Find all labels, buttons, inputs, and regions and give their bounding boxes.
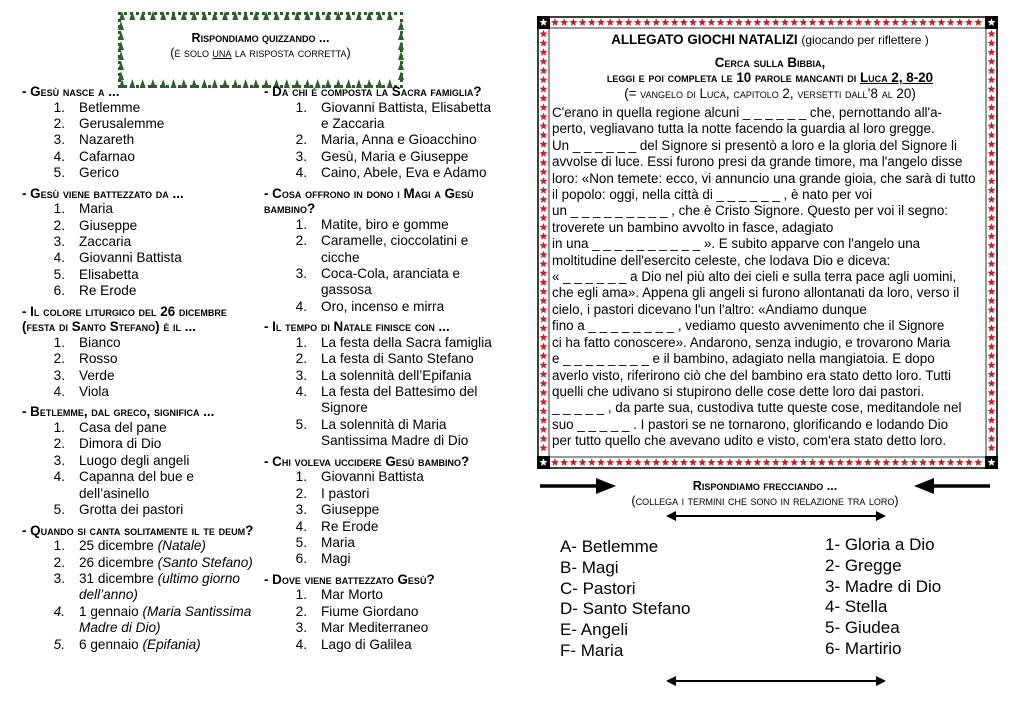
gospel-reference-line: (= vangelo di Luca, capitolo 2, versetti dall’8 al 20) (624, 85, 916, 101)
answer-text-main: Mar Mediterraneo (321, 620, 429, 636)
answer-text-main: Cafarnao (79, 148, 135, 164)
answer-number: 3. (295, 367, 307, 383)
answer-text-main: La solennità dell’Epifania (321, 367, 472, 383)
answer-number: 4. (295, 384, 307, 400)
answer-text-main: Giuseppe (79, 217, 138, 233)
answer-number: 2. (53, 351, 65, 367)
answer-number: 3. (53, 452, 65, 468)
double-arrow-top-icon (666, 511, 886, 521)
answer-text-main: Fiume Giordano (321, 603, 419, 619)
answer-number: 3. (53, 234, 65, 250)
quiz-subtitle-pre: (è solo (170, 46, 213, 60)
matching-item-right[interactable]: 4- Stella (825, 597, 888, 617)
matching-item-right[interactable]: 6- Martirio (825, 638, 902, 658)
answer-number: 4. (295, 636, 307, 652)
answer-text-note: (Epifania) (142, 636, 201, 652)
answer-number: 5. (53, 165, 65, 181)
answer-text-main: Maria (321, 534, 355, 550)
answer-text-main: Giovanni Battista (79, 250, 182, 266)
answer-number: 3. (295, 502, 307, 518)
answer-text-main: La solennità di Maria Santissima Madre di Dio (321, 416, 469, 449)
matching-item-left[interactable]: B- Magi (560, 557, 619, 577)
question-title: - Il tempo di Natale finisce con ... (264, 319, 450, 335)
answer-number: 1. (295, 334, 307, 350)
answer-text-main: La festa di Santo Stefano (321, 351, 474, 367)
answer-number: 2. (295, 132, 307, 148)
answer-text-main: Grotta dei pastori (79, 502, 184, 518)
answer-text-main: La festa del Battesimo del Signore (321, 384, 478, 416)
answer-text-main: Maria, Anna e Gioacchino (321, 132, 477, 148)
answer-number: 4. (295, 518, 307, 534)
matching-left-list (560, 537, 690, 662)
answer-text-main: Oro, incenso e mirra (321, 298, 445, 314)
answer-text-main: Giovanni Battista (321, 469, 424, 485)
answer-number: 2. (53, 436, 65, 452)
answer-number: 4. (295, 165, 307, 181)
question-title: - Quando si canta solitamente il te deum? (22, 522, 254, 538)
matching-item-left[interactable]: C- Pastori (560, 578, 636, 598)
answer-text-main: 26 dicembre (79, 554, 158, 570)
gospel-line: cielo, i pastori dicevano l'un l'altro: «Andiamo dunque (552, 301, 867, 317)
answer-number: 2. (53, 116, 65, 131)
answer-text-main: 1 gennaio (79, 603, 143, 619)
answer-number: 3. (53, 367, 65, 383)
question-title: - Betlemme, dal greco, significa ... (22, 404, 215, 420)
matching-right-list (825, 535, 941, 660)
answer-text-main: Giuseppe (321, 502, 380, 518)
answer-text-main: Gerusalemme (79, 116, 165, 131)
answer-text-note: (Santo Stefano) (157, 554, 253, 570)
gospel-line: avvolse di luce. Essi furono presi da grande timore, ma l'angelo disse (552, 154, 963, 170)
answer-number: 3. (53, 132, 65, 148)
answer-text-main: Casa del pane (79, 420, 167, 436)
gospel-line: suo _ _ _ _ _ . I pastori se ne tornarono, glorificando e lodando Dio (552, 416, 949, 432)
answer-number: 4. (53, 469, 65, 485)
quiz-subtitle-underlined: una (212, 46, 232, 60)
gospel-line: _ _ _ _ _ , da parte sua, custodiva tutte queste cose, meditandole nel (552, 400, 962, 416)
gospel-line: per tutto quello che avevano udito e visto, com'era stato detto loro. (552, 433, 947, 449)
answer-number: 4. (53, 384, 65, 400)
gospel-line: in una _ _ _ _ _ _ _ _ _ _ ». E subito apparve con l'angelo una (552, 236, 921, 252)
answer-number: 1. (53, 99, 65, 115)
matching-item-right[interactable]: 1- Gloria a Dio (825, 535, 935, 554)
gospel-title-note: (giocando per riflettere ) (801, 33, 929, 47)
gospel-title-text: ALLEGATO GIOCHI NATALIZI (611, 32, 798, 47)
answer-number: 2. (295, 485, 307, 501)
answer-number: 2. (295, 351, 307, 367)
answer-text-main: 25 dicembre (79, 538, 158, 554)
answer-number: 1. (295, 587, 307, 603)
answer-number: 2. (53, 554, 65, 570)
answer-text-main: Luogo degli angeli (79, 452, 190, 468)
answer-text-main: La festa della Sacra famiglia (321, 334, 492, 350)
double-arrow-bottom-icon (666, 676, 886, 686)
quiz-title: Rispondiamo quizzando ... (191, 31, 330, 45)
answer-number: 1. (53, 201, 65, 217)
answer-number: 2. (53, 217, 65, 233)
answer-number: 1. (295, 99, 307, 115)
answer-text-main: Caino, Abele, Eva e Adamo (321, 165, 487, 181)
answer-text-note: (Natale) (157, 538, 206, 554)
arrow-right-icon (540, 478, 616, 494)
answer-number: 1. (53, 334, 65, 350)
answer-text-main: Betlemme (79, 99, 141, 115)
question-title: - Il colore liturgico del 26 dicembre (festa di Santo Stefano) è il ... (22, 303, 227, 335)
gospel-line: averlo visto, riferirono ciò che del bambino era stato detto loro. Tutti (552, 367, 951, 383)
answer-number: 4. (295, 298, 307, 314)
matching-title: Rispondiamo frecciando ... (692, 479, 838, 493)
gospel-line: troverete un bambino avvolto in fasce, adagiato (552, 219, 834, 235)
answer-text-main: Lago di Galilea (321, 636, 412, 652)
answer-text-main: Caramelle, cioccolatini e cicche (321, 233, 469, 265)
answer-text-main: Bianco (79, 334, 121, 350)
matching-item-left[interactable]: A- Betlemme (560, 537, 659, 556)
question-title: - Gesù viene battezzato da ... (22, 185, 184, 201)
answer-text-main: Viola (79, 384, 109, 400)
answer-text-main: Capanna del bue e dell’asinello (79, 469, 194, 501)
gospel-line: quelli che udivano si stupirono delle cose dette loro dai pastori. (552, 383, 925, 399)
answer-text-main: Mar Morto (321, 587, 383, 603)
matching-item-right[interactable]: 5- Giudea (825, 618, 900, 638)
answer-text-main: Nazareth (79, 132, 135, 148)
gospel-line: un _ _ _ _ _ _ _ _ _ , che è Cristo Signore. Questo per voi il segno: (552, 203, 949, 219)
answer-number: 1. (295, 216, 307, 232)
gospel-line: e _ _ _ _ _ _ _ _ e il bambino, adagiato nella mangiatoia. E dopo (552, 351, 935, 367)
answer-text-main: Re Erode (321, 518, 379, 534)
answer-number: 6. (295, 551, 307, 567)
gospel-line: perto, vegliavano tutta la notte facendo la guardia al loro gregge. (552, 121, 935, 137)
gospel-line: C'erano in quella regione alcuni _ _ _ _ _ _ che, pernottando all'a- (552, 105, 942, 120)
answer-number: 2. (295, 603, 307, 619)
answer-number: 5. (53, 502, 65, 518)
answer-text-main: 31 dicembre (79, 570, 158, 586)
answer-text-main: Verde (79, 367, 115, 383)
gospel-line: il popolo: oggi, nella città di _ _ _ _ _ _ , è nato per voi (552, 187, 873, 203)
answer-number: 3. (295, 620, 307, 636)
answer-number: 4. (53, 250, 65, 266)
answer-text-note: (Maria Santissima Madre di Dio) (79, 603, 252, 636)
answer-number: 1. (53, 420, 65, 436)
answer-number: 4. (53, 603, 65, 619)
answer-text-main: Maria (79, 201, 113, 217)
gospel-subtitle-1: Cerca sulla Bibbia, (714, 54, 826, 70)
matching-item-left[interactable]: F- Maria (560, 640, 624, 660)
question-title: - Da chi è composta la Sacra famiglia? (264, 84, 482, 99)
gospel-line: fino a _ _ _ _ _ _ _ _ , vediamo questo avvenimento che il Signore (552, 318, 945, 334)
answer-number: 5. (295, 416, 307, 432)
gospel-bible-reference: Luca 2, 8-20 (859, 70, 934, 85)
question-title: - Dove viene battezzato Gesù? (264, 571, 435, 587)
answer-number: 3. (295, 148, 307, 164)
answer-text-note: (ultimo giorno dell’anno) (79, 570, 240, 603)
answer-number: 1. (295, 469, 307, 485)
answer-text-main: Matite, biro e gomme (321, 216, 449, 232)
matching-item-right[interactable]: 3- Madre di Dio (825, 576, 942, 596)
answer-text-main: I pastori (321, 485, 370, 501)
answer-text-main: 6 gennaio (79, 636, 143, 652)
gospel-line: loro: «Non temete: ecco, vi annuncio una grande gioia, che sarà di tutto (552, 170, 976, 186)
answer-text-main: Giovanni Battista, Elisabetta e Zaccaria (321, 99, 492, 131)
answer-text-main: Dimora di Dio (79, 436, 162, 452)
answer-number: 5. (53, 636, 65, 652)
answer-text-main: Zaccaria (79, 234, 132, 250)
matching-subtitle: (collega i termini che sono in relazione tra loro) (631, 494, 899, 508)
gospel-line: moltitudine dell'esercito celeste, che lodava Dio e diceva: (552, 252, 891, 268)
answer-text-main: Rosso (79, 351, 118, 367)
gospel-subtitle-2-text: leggi e poi completa le 10 parole mancanti di (606, 70, 860, 85)
question-title: - Gesù nasce a ... (22, 84, 120, 99)
answer-number: 5. (295, 534, 307, 550)
answer-number: 1. (53, 538, 65, 554)
answer-text-main: Re Erode (79, 283, 137, 299)
answer-text-main: Gesù, Maria e Giuseppe (321, 148, 469, 164)
arrow-left-icon (914, 478, 990, 494)
answer-number: 3. (53, 570, 65, 586)
answer-text-main: Elisabetta (79, 266, 139, 282)
question-title: - Cosa offrono in dono i Magi a Gesù bambino? (264, 185, 474, 217)
quiz-subtitle-post: la risposta corretta) (231, 46, 351, 60)
matching-item-right[interactable]: 2- Gregge (825, 555, 902, 575)
answer-number: 6. (53, 283, 65, 299)
answer-number: 4. (53, 148, 65, 164)
answer-text-main: Gerico (79, 165, 120, 181)
matching-item-left[interactable]: E- Angeli (560, 620, 629, 640)
gospel-line: « _ _ _ _ _ _ a Dio nel più alto dei cieli e sulla terra pace agli uomini, (552, 269, 957, 285)
gospel-line: ci ha fatto conoscere». Andarono, senza indugio, e trovarono Maria (552, 334, 951, 350)
question-title: - Chi voleva uccidere Gesù bambino? (264, 453, 470, 469)
matching-item-left[interactable]: D- Santo Stefano (560, 599, 691, 619)
answer-text-main: Magi (321, 551, 351, 567)
answer-text-main: Coca-Cola, aranciata e gassosa (321, 266, 461, 298)
gospel-line: che egli ama». Appena gli angeli si furono allontanati da loro, verso il (552, 285, 960, 301)
answer-number: 3. (295, 266, 307, 282)
gospel-line: Un _ _ _ _ _ _ del Signore si presentò a loro e la gloria del Signore li (552, 137, 957, 153)
answer-number: 2. (295, 233, 307, 249)
answer-number: 5. (53, 266, 65, 282)
